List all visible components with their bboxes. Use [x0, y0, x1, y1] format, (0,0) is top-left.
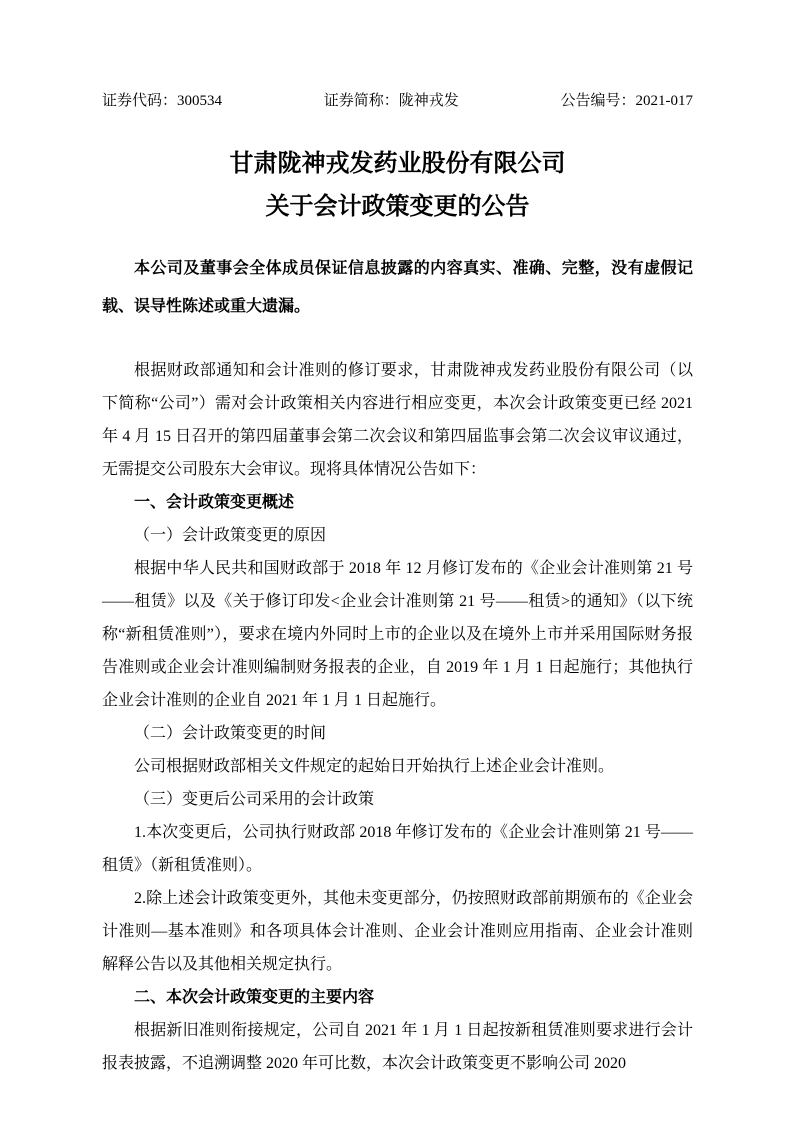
document-title: [102, 142, 693, 228]
disclaimer-statement: 本公司及董事会全体成员保证信息披露的内容真实、准确、完整，没有虚假记载、误导性陈述或重大遗漏。: [102, 260, 693, 315]
paragraph: （一）会计政策变更的原因: [134, 527, 327, 544]
paragraph: （二）会计政策变更的时间: [134, 725, 327, 742]
announcement-subject: 关于会计政策变更的公告: [265, 193, 530, 220]
paragraph: 根据财政部通知和会计准则的修订要求，甘肃陇神戎发药业股份有限公司（以下简称“公司”）需对会计政策相关内容进行相应变更，本次会计政策变更已经 2021 年 4 月 15 日召开的第四届董事会第二次会议和第四届监事会第二次会议审议通过，无需提交公司股东大会审议。现将具体情况公告如下：: [102, 362, 693, 478]
paragraph: 根据中华人民共和国财政部于 2018 年 12 月修订发布的《企业会计准则第 21 号——租赁》以及《关于修订印发<企业会计准则第 21 号——租赁>的通知》（以下统称“新租赁准则”），要求在境内外同时上市的企业以及在境外上市并采用国际财务报告准则或企业会计准则编制财务报表的企业，自 2019 年 1 月 1 日起施行；其他执行企业会计准则的企业自 2021 年 1 月 1 日起施行。: [102, 560, 693, 709]
section-heading: 二、本次会计政策变更的主要内容: [134, 989, 375, 1006]
document-body: [102, 354, 693, 1080]
company-name: 甘肃陇神戎发药业股份有限公司: [229, 150, 566, 177]
paragraph: （三）变更后公司采用的会计政策: [134, 791, 375, 808]
paragraph: 根据新旧准则衔接规定，公司自 2021 年 1 月 1 日起按新租赁准则要求进行会计报表披露，不追溯调整 2020 年可比数，本次会计政策变更不影响公司 2020: [102, 1022, 693, 1072]
doc-header: [102, 90, 693, 112]
paragraph: 公司根据财政部相关文件规定的起始日开始执行上述企业会计准则。: [134, 758, 615, 775]
paragraph: 1.本次变更后，公司执行财政部 2018 年修订发布的《企业会计准则第 21 号——租赁》（新租赁准则）。: [102, 824, 693, 874]
announcement-number: 公告编号：2021-017: [560, 93, 693, 109]
stock-abbreviation: 证券简称：陇神戎发: [323, 93, 459, 109]
stock-code: 证券代码：300534: [102, 93, 223, 109]
paragraph: 2.除上述会计政策变更外，其他未变更部分，仍按照财政部前期颁布的《企业会计准则—基本准则》和各项具体会计准则、企业会计准则应用指南、企业会计准则解释公告以及其他相关规定执行。: [102, 890, 693, 973]
section-heading: 一、会计政策变更概述: [134, 494, 295, 511]
